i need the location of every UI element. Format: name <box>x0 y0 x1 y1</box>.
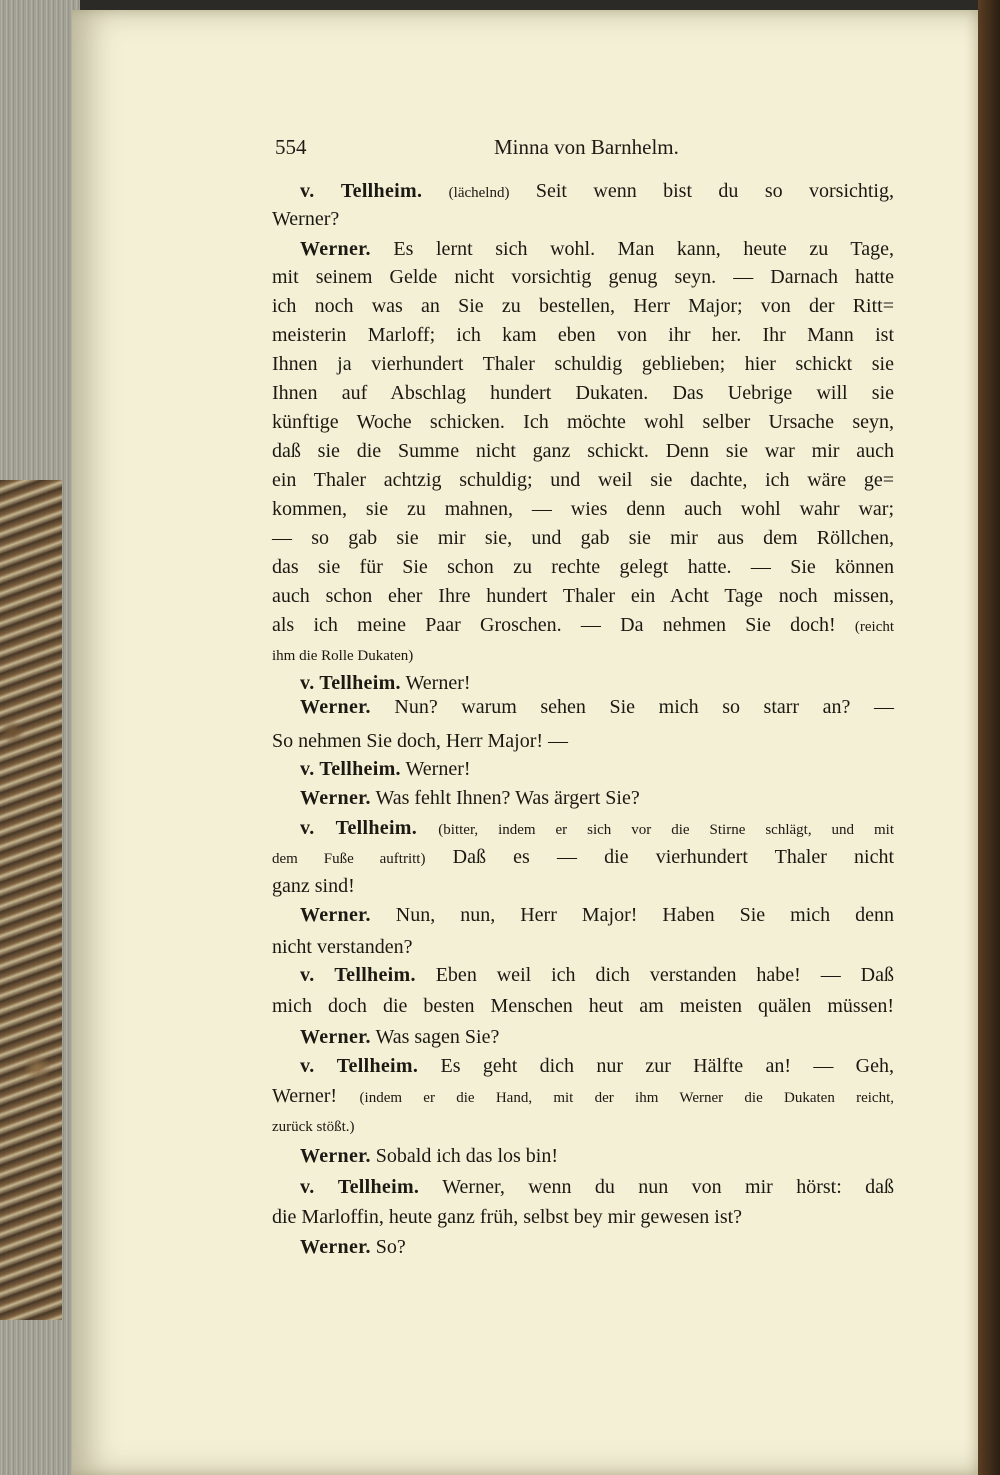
dialogue-text: Eben weil ich dich verstanden habe! — Daß <box>435 964 894 986</box>
dialogue-text: auch schon eher Ihre hundert Thaler ein Acht Tage noch missen, <box>272 585 894 607</box>
text-line <box>272 351 894 377</box>
dialogue-text: Was sagen Sie? <box>375 1026 500 1048</box>
stage-direction: ihm die Rolle Dukaten) <box>272 648 414 664</box>
text-line <box>272 844 894 872</box>
text-line <box>272 902 894 928</box>
speaker-name: Werner. <box>300 904 371 926</box>
dialogue-text: Werner! <box>272 1085 338 1107</box>
dialogue-text: mit seinem Gelde nicht vorsichtig genug seyn. — Darnach hatte <box>272 266 894 288</box>
dialogue-text: Nun? warum sehen Sie mich so starr an? — <box>394 696 895 718</box>
text-line <box>272 728 894 754</box>
dialogue-text: Werner? <box>272 208 340 230</box>
dialogue-text: Ihnen auf Abschlag hundert Dukaten. Das Uebrige will sie <box>272 382 894 404</box>
dialogue-text: Sobald ich das los bin! <box>375 1145 559 1167</box>
speaker-name: Werner. <box>300 1236 371 1258</box>
stage-direction: (bitter, indem er sich vor die Stirne schlägt, und mit <box>438 822 895 838</box>
text-line <box>272 236 894 262</box>
speaker-name: v. Tellheim. <box>300 1055 419 1077</box>
text-line <box>272 694 894 720</box>
text-line <box>272 409 894 435</box>
text-line <box>272 641 894 669</box>
text-line <box>272 496 894 522</box>
speaker-name: Werner. <box>300 1026 371 1048</box>
text-line <box>272 554 894 580</box>
text-line <box>272 322 894 348</box>
text-line <box>272 1024 894 1050</box>
text-line <box>272 1234 894 1260</box>
text-line <box>272 293 894 319</box>
page-number: 554 <box>275 135 307 159</box>
text-line <box>272 178 894 206</box>
text-line <box>272 873 894 899</box>
running-title: Minna von Barnhelm. <box>494 135 679 159</box>
text-line <box>272 670 894 696</box>
dialogue-text: Werner, wenn du nun von mir hörst: daß <box>442 1176 895 1198</box>
dialogue-text: So? <box>375 1236 406 1258</box>
dialogue-text: Werner! <box>405 758 471 780</box>
text-line <box>272 583 894 609</box>
speaker-name: Werner. <box>300 1145 371 1167</box>
text-line <box>272 815 894 843</box>
speaker-name: Werner. <box>300 238 371 260</box>
dialogue-text: — so gab sie mir sie, und gab sie mir aus dem Röllchen, <box>272 527 894 549</box>
dialogue-text: die Marloffin, heute ganz früh, selbst bey mir gewesen ist? <box>272 1206 743 1228</box>
dialogue-text: Daß es — die vierhundert Thaler nicht <box>452 846 895 868</box>
stage-direction: (lächelnd) <box>448 185 510 201</box>
speaker-name: v. Tellheim. <box>300 817 418 839</box>
text-line <box>272 962 894 988</box>
dialogue-text: mich doch die besten Menschen heut am meisten quälen müssen! <box>272 995 894 1017</box>
dialogue-text: Was fehlt Ihnen? Was ärgert Sie? <box>375 787 640 809</box>
text-line <box>272 612 894 640</box>
text-line <box>272 1143 894 1169</box>
dialogue-text: So nehmen Sie doch, Herr Major! — <box>272 730 569 752</box>
text-line <box>272 1053 894 1079</box>
text-line <box>272 206 894 232</box>
dialogue-text: Es lernt sich wohl. Man kann, heute zu Tage, <box>393 238 895 260</box>
text-line <box>272 1174 894 1200</box>
speaker-name: Werner. <box>300 696 371 718</box>
stage-direction: (indem er die Hand, mit der ihm Werner die Dukaten reicht, <box>359 1090 894 1106</box>
dialogue-text: kommen, sie zu mahnen, — wies denn auch wohl wahr war; <box>272 498 894 520</box>
text-line <box>272 756 894 782</box>
dialogue-text: ein Thaler achtzig schuldig; und weil sie dachte, ich wäre ge= <box>272 469 894 491</box>
speaker-name: v. Tellheim. <box>300 672 401 694</box>
text-line <box>272 1112 894 1140</box>
speaker-name: v. Tellheim. <box>300 964 416 986</box>
dialogue-text: Werner! <box>405 672 471 694</box>
text-line <box>272 467 894 493</box>
dialogue-text: Es geht dich nur zur Hälfte an! — Geh, <box>440 1055 894 1077</box>
dialogue-text: meisterin Marloff; ich kam eben von ihr her. Ihr Mann ist <box>272 324 894 346</box>
dialogue-text: Nun, nun, Herr Major! Haben Sie mich denn <box>395 904 894 926</box>
book-spine-shadow <box>978 0 1000 1475</box>
text-line <box>272 438 894 464</box>
stage-direction: zurück stößt.) <box>272 1119 355 1135</box>
stage-direction: dem Fuße auftritt) <box>272 851 426 867</box>
text-line <box>272 934 894 960</box>
dialogue-text: daß sie die Summe nicht ganz schickt. Denn sie war mir auch <box>272 440 894 462</box>
text-line <box>272 1204 894 1230</box>
dialogue-text: ich noch was an Sie zu bestellen, Herr Major; von der Ritt= <box>272 295 894 317</box>
dialogue-text: künftige Woche schicken. Ich möchte wohl selber Ursache seyn, <box>272 411 894 433</box>
speaker-name: v. Tellheim. <box>300 758 401 780</box>
text-line <box>272 264 894 290</box>
stage-direction: (reicht <box>854 619 895 635</box>
dialogue-text: Ihnen ja vierhundert Thaler schuldig geblieben; hier schickt sie <box>272 353 894 375</box>
speaker-name: v. Tellheim. <box>300 180 423 202</box>
text-line <box>272 380 894 406</box>
speaker-name: Werner. <box>300 787 371 809</box>
text-line <box>272 993 894 1019</box>
speaker-name: v. Tellheim. <box>300 1176 420 1198</box>
dialogue-text: nicht verstanden? <box>272 936 413 958</box>
text-line <box>272 525 894 551</box>
dialogue-text: ganz sind! <box>272 875 355 897</box>
dialogue-text: als ich meine Paar Groschen. — Da nehmen Sie doch! <box>272 614 836 636</box>
dialogue-text: das sie für Sie schon zu rechte gelegt hatte. — Sie können <box>272 556 894 578</box>
marbled-book-edge <box>0 480 62 1320</box>
dialogue-text: Seit wenn bist du so vorsichtig, <box>535 180 894 202</box>
text-line <box>272 1083 894 1111</box>
text-line <box>272 785 894 811</box>
